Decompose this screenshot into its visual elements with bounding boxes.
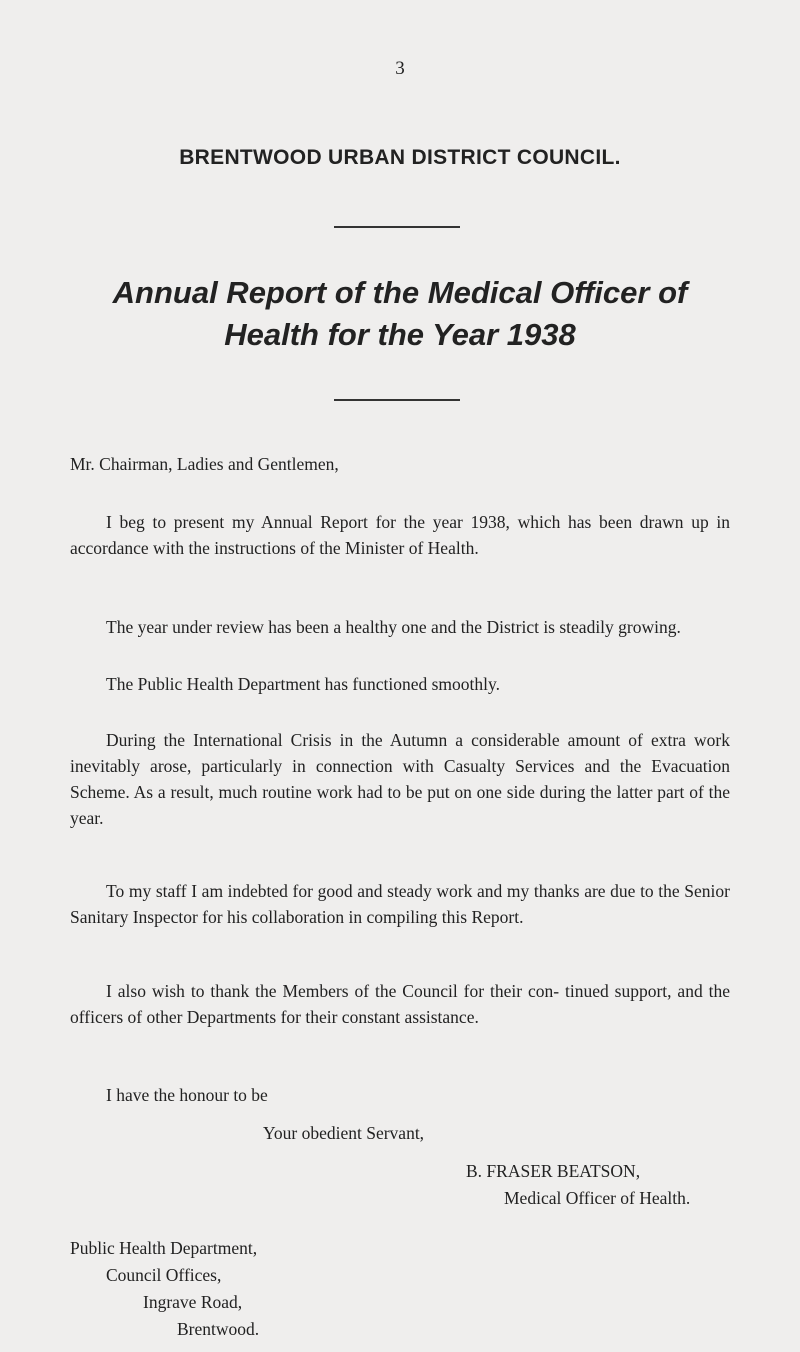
paragraph: The Public Health Department has functioned smoothly. — [106, 674, 500, 694]
closing-line: I have the honour to be — [106, 1085, 268, 1105]
valediction: Your obedient Servant, — [263, 1123, 425, 1143]
salutation: Mr. Chairman, Ladies and Gentlemen, — [70, 454, 339, 474]
report-title-line-1: Annual Report of the Medical Officer of — [112, 275, 688, 310]
page-number: 3 — [395, 58, 405, 79]
divider-rule-bottom — [334, 399, 460, 401]
signer-name: B. FRASER BEATSON, — [466, 1161, 641, 1181]
paragraph: I beg to present my Annual Report for the year 1938, which has been drawn up in accordance with the instructions of the Minister of Health. — [70, 512, 730, 558]
report-title — [0, 272, 800, 356]
paragraph: I also wish to thank the Members of the Council for their con- tinued support, and the officers of other Departments for their constant assistance. — [70, 981, 730, 1027]
address-line: Brentwood. — [177, 1319, 260, 1339]
report-title-line-2: Health for the Year 1938 — [224, 317, 576, 352]
divider-rule-top — [334, 226, 460, 228]
address-line: Ingrave Road, — [143, 1292, 243, 1312]
paragraph: During the International Crisis in the Autumn a considerable amount of extra work inevitably arose, particularly in connection with Casualty Services and the Evacuation Scheme. As a result, much routine work had to be put on one side during the latter part of the year. — [70, 730, 730, 828]
address-line: Public Health Department, — [70, 1238, 258, 1258]
paragraph: The year under review has been a healthy one and the District is steadily growing. — [106, 617, 681, 637]
paragraph: To my staff I am indebted for good and steady work and my thanks are due to the Senior Sanitary Inspector for his collaboration in compiling this Report. — [70, 881, 730, 927]
signer-title: Medical Officer of Health. — [504, 1188, 691, 1208]
address-line: Council Offices, — [106, 1265, 222, 1285]
council-heading: BRENTWOOD URBAN DISTRICT COUNCIL. — [179, 146, 621, 169]
